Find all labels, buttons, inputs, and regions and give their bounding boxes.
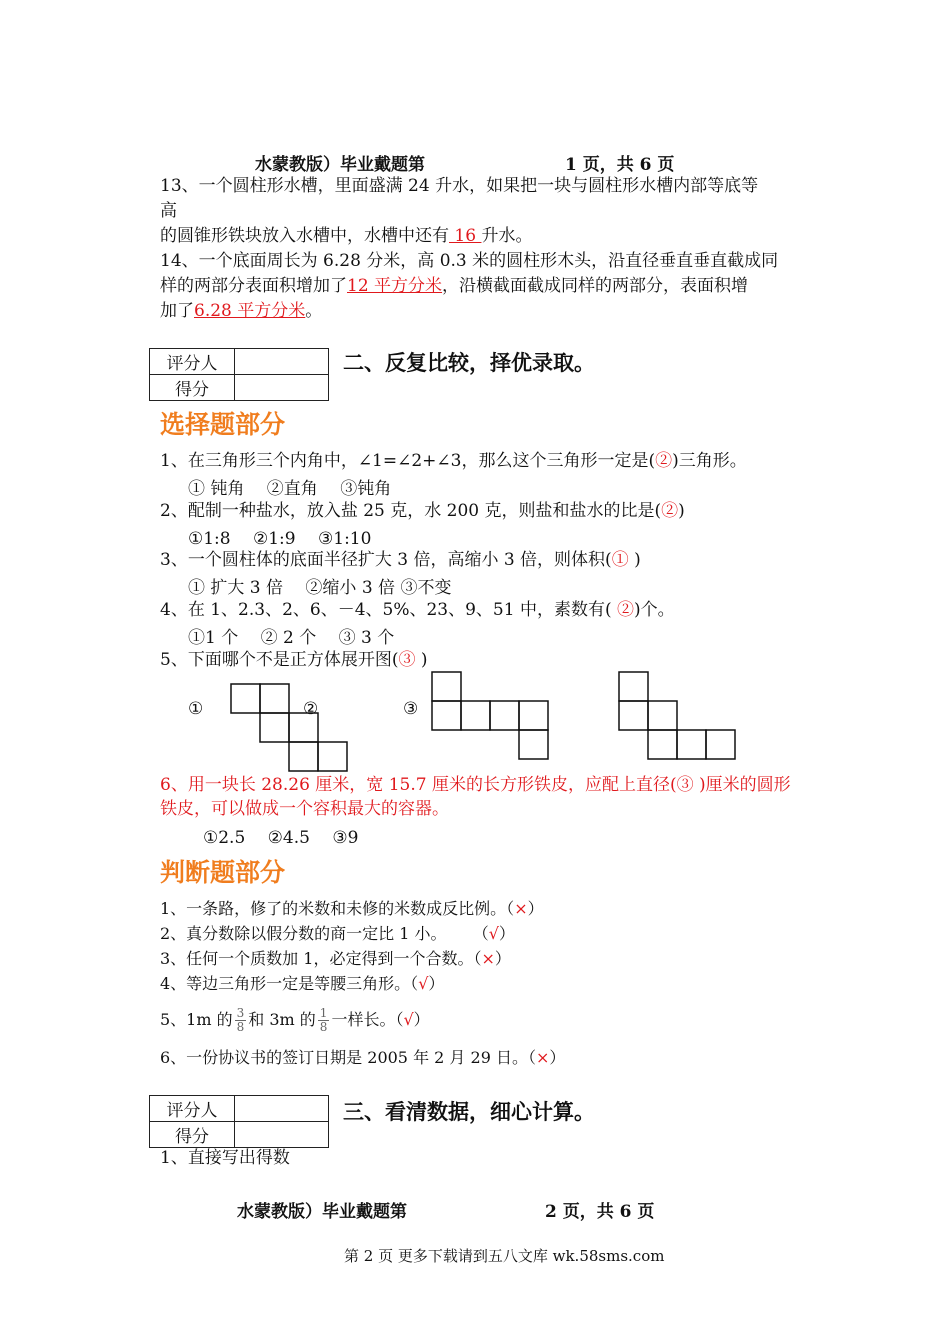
choice-q4-options: ①1 个 ② 2 个 ③ 3 个 bbox=[188, 628, 395, 648]
choice-heading: 选择题部分 bbox=[160, 410, 286, 439]
judge-q1-answer: × bbox=[514, 899, 528, 918]
q14-line2: 样的两部分表面积增加了12 平方分米，沿横截面截成同样的两部分，表面积增 bbox=[160, 276, 749, 296]
judge-q6-answer: × bbox=[535, 1048, 550, 1067]
q13-answer: 16 bbox=[449, 226, 482, 246]
choice-q1-answer: ② bbox=[655, 451, 673, 471]
net-label-2: ② bbox=[303, 699, 319, 719]
choice-q4: 4、在 1、2.3、2、6、－4、5%、23、9、51 中，素数有( ②)个。 bbox=[160, 600, 675, 620]
q13-line2: 高 bbox=[160, 201, 177, 221]
choice-q4-answer: ② bbox=[617, 600, 635, 620]
score-grader-label: 评分人 bbox=[150, 1096, 235, 1122]
choice-q3-options: ① 扩大 3 倍 ②缩小 3 倍 ③不变 bbox=[188, 578, 452, 598]
choice-q3-answer: ① bbox=[611, 550, 629, 570]
q13-line3: 的圆锥形铁块放入水槽中，水槽中还有 16 升水。 bbox=[160, 226, 533, 246]
fraction-1-8: $\frac{1}{8}$ bbox=[319, 1006, 328, 1034]
judge-q4-answer: √ bbox=[418, 974, 429, 993]
choice-q5: 5、下面哪个不是正方体展开图(③ ) bbox=[160, 650, 428, 670]
q14-line3: 加了6.28 平方分米。 bbox=[160, 301, 323, 321]
choice-q2-options: ①1:8 ②1:9 ③1:10 bbox=[188, 529, 372, 549]
score-grader-cell bbox=[235, 1096, 329, 1122]
choice-q2-answer: ② bbox=[661, 501, 679, 521]
judge-q5-answer: √ bbox=[403, 1010, 414, 1029]
page-header2-left: 水蒙教版）毕业戴题第 bbox=[237, 1202, 407, 1222]
net-label-3: ③ bbox=[403, 699, 419, 719]
choice-q3: 3、一个圆柱体的底面半径扩大 3 倍，高缩小 3 倍，则体积(① ) bbox=[160, 550, 641, 570]
choice-q2: 2、配制一种盐水，放入盐 25 克，水 200 克，则盐和盐水的比是(②) bbox=[160, 501, 685, 521]
q14-answer2: 6.28 平方分米 bbox=[194, 301, 306, 321]
score-points-cell bbox=[235, 375, 329, 401]
judge-q6: 6、一份协议书的签订日期是 2005 年 2 月 29 日。（×） bbox=[160, 1048, 566, 1067]
score-points-label: 得分 bbox=[150, 1122, 235, 1148]
section2-title: 二、反复比较，择优录取。 bbox=[343, 351, 595, 375]
judge-q2: 2、真分数除以假分数的商一定比 1 小。 （√） bbox=[160, 924, 515, 943]
page-header2-right: 2 页，共 6 页 bbox=[545, 1202, 655, 1222]
cube-net-4 bbox=[618, 671, 740, 761]
choice-q5-answer: ③ bbox=[398, 650, 416, 670]
choice-q1: 1、在三角形三个内角中，∠1=∠2+∠3，那么这个三角形一定是(②)三角形。 bbox=[160, 451, 747, 471]
score-box-2 bbox=[149, 1095, 329, 1148]
score-grader-label: 评分人 bbox=[150, 349, 235, 375]
choice-q1-options: ① 钝角 ②直角 ③钝角 bbox=[188, 479, 392, 499]
judge-q3: 3、任何一个质数加 1，必定得到一个合数。（×） bbox=[160, 949, 511, 968]
score-points-label: 得分 bbox=[150, 375, 235, 401]
q14-line1: 14、一个底面周长为 6.28 分米，高 0.3 米的圆柱形木头，沿直径垂直垂直截成同 bbox=[160, 251, 779, 271]
calc-q1: 1、直接写出得数 bbox=[160, 1148, 290, 1168]
choice-q6-options: ①2.5 ②4.5 ③9 bbox=[203, 828, 359, 848]
q13-line1: 13、一个圆柱形水槽，里面盛满 24 升水，如果把一块与圆柱形水槽内部等底等 bbox=[160, 176, 759, 196]
page-header-right: 1 页，共 6 页 bbox=[565, 155, 675, 175]
judge-q1: 1、一条路，修了的米数和未修的米数成反比例。（×） bbox=[160, 899, 544, 918]
fraction-3-8: $\frac{3}{8}$ bbox=[236, 1006, 245, 1034]
score-points-cell bbox=[235, 1122, 329, 1148]
q14-answer1: 12 平方分米 bbox=[347, 276, 443, 296]
score-box bbox=[149, 348, 329, 401]
score-grader-cell bbox=[235, 349, 329, 375]
page-footer: 第 2 页 更多下载请到五八文库 wk.58sms.com bbox=[344, 1247, 665, 1265]
judge-heading: 判断题部分 bbox=[160, 858, 286, 887]
page-header-left: 水蒙教版）毕业戴题第 bbox=[255, 155, 425, 175]
judge-q4: 4、等边三角形一定是等腰三角形。（√） bbox=[160, 974, 445, 993]
cube-net-1 bbox=[230, 683, 350, 773]
judge-q2-answer: √ bbox=[488, 924, 499, 943]
section3-title: 三、看清数据，细心计算。 bbox=[343, 1100, 595, 1124]
judge-q3-answer: × bbox=[481, 949, 495, 968]
choice-q6-line1: 6、用一块长 28.26 厘米，宽 15.7 厘米的长方形铁皮，应配上直径(③ )厘米的圆形 bbox=[160, 775, 791, 795]
net-label-1: ① bbox=[188, 699, 204, 719]
cube-net-3 bbox=[431, 671, 553, 761]
choice-q6-line2: 铁皮，可以做成一个容积最大的容器。 bbox=[160, 799, 449, 819]
judge-q5: 5、1m 的 $\frac{3}{8}$ 和 3m 的 $\frac{1}{8}$ 一样长。（√） bbox=[160, 1006, 430, 1034]
